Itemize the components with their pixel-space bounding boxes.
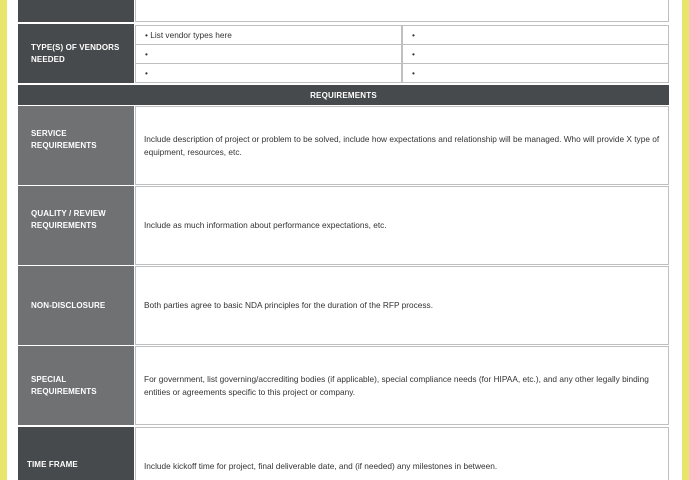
vendor-cell-1-2[interactable]: • [402, 25, 669, 45]
quality-review-text: Include as much information about performance expectations, etc. [144, 220, 387, 230]
time-frame-label [18, 427, 134, 480]
service-requirements-label-text: SERVICE REQUIREMENTS [31, 128, 97, 150]
requirements-header [18, 85, 669, 105]
top-content-cell [135, 0, 669, 22]
time-frame-label-text: TIME FRAME [27, 460, 78, 469]
vendor-cell-3-1[interactable]: • [135, 63, 402, 83]
non-disclosure-label [18, 266, 134, 345]
non-disclosure-content[interactable] [135, 266, 669, 345]
top-label-cell [18, 0, 134, 22]
service-requirements-label [18, 106, 134, 185]
vendor-cell-1-1[interactable]: • List vendor types here [135, 25, 402, 45]
time-frame-text: Include kickoff time for project, final deliverable date, and (if needed) any milestones in between. [144, 461, 498, 471]
time-frame-content[interactable] [135, 427, 669, 480]
quality-review-label [18, 186, 134, 265]
service-requirements-content[interactable] [135, 106, 669, 185]
vendor-types-label-text: TYPE(S) OF VENDORS NEEDED [31, 42, 120, 64]
vendor-cell-2-2[interactable]: • [402, 44, 669, 64]
special-requirements-label [18, 346, 134, 425]
service-requirements-text: Include description of project or problem to be solved, include how expectations and relationship will be managed. Who will provide X type of equipment, resources, etc. [144, 134, 660, 157]
special-requirements-text: For government, list governing/accrediting bodies (if applicable), special compliance needs (for HIPAA, etc.), and any other legally binding entities or agreements specific to this project or company. [144, 374, 649, 397]
non-disclosure-text: Both parties agree to basic NDA principles for the duration of the RFP process. [144, 300, 434, 311]
requirements-header-text: REQUIREMENTS [310, 90, 377, 100]
quality-review-label-text: QUALITY / REVIEW REQUIREMENTS [31, 208, 106, 230]
quality-review-content[interactable] [135, 186, 669, 265]
rfp-form-page [7, 0, 682, 480]
vendor-types-label [18, 24, 134, 83]
special-requirements-label-text: SPECIAL REQUIREMENTS [31, 374, 97, 396]
vendor-cell-3-2[interactable]: • [402, 63, 669, 83]
vendor-cell-2-1[interactable]: • [135, 44, 402, 64]
special-requirements-content[interactable] [135, 346, 669, 425]
non-disclosure-label-text: NON-DISCLOSURE [31, 300, 106, 310]
